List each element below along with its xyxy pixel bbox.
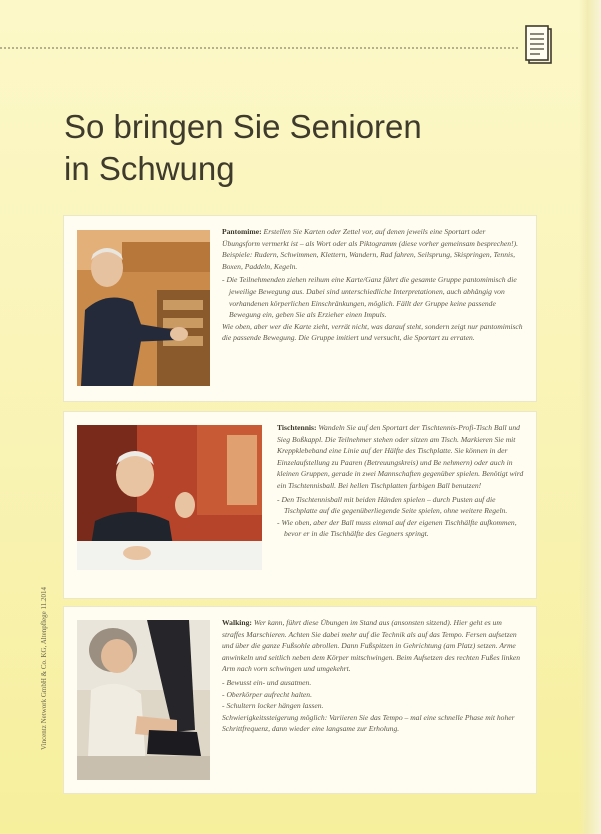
photo-walking <box>77 620 210 780</box>
photo-tischtennis <box>77 425 262 570</box>
page-edge <box>579 0 601 834</box>
section-text-tischtennis <box>277 422 524 540</box>
list-item: - Schultern locker hängen lassen. <box>222 700 524 712</box>
card-walking <box>64 607 536 793</box>
section-intro <box>222 226 524 272</box>
section-outro: Wie oben, aber wer die Karte zieht, verrät nicht, was darauf steht, sondern zeigt nur pantomimisch die passende Bewegung. Die Gruppe imitiert und versucht, die Sportart zu erraten. <box>222 321 523 343</box>
section-list <box>277 494 524 540</box>
section-list <box>222 677 524 712</box>
section-lead: Walking: <box>222 618 252 627</box>
section-lead: Pantomime: <box>222 227 262 236</box>
page-title-line-1: So bringen Sie Senioren <box>64 108 422 145</box>
list-item: - Bewusst ein- und ausatmen. <box>222 677 524 689</box>
section-intro <box>277 422 524 492</box>
side-credit: Vincentz Network GmbH & Co. KG, Altenpflege 11.2014 <box>40 586 48 750</box>
section-text-walking <box>222 617 524 737</box>
card-tischtennis <box>64 412 536 598</box>
list-item: - Den Tischtennisball mit beiden Händen spielen – durch Pusten auf die Tischplatte auf die gegenüberliegende Seite spielen, ohne weitere Regeln. <box>277 494 524 517</box>
header-dotted-rule <box>0 47 518 49</box>
section-outro: Schwierigkeitssteigerung möglich: Variieren Sie das Tempo – mal eine schnelle Phase mit hoher Schrittfrequenz, dann wieder eine langsame zur Erholung. <box>222 712 515 734</box>
section-intro-text: Erstellen Sie Karten oder Zettel vor, auf denen jeweils eine Sportart oder Übungsform vermerkt ist – als Wort oder als Piktogramm (diese vorher gemeinsam besprechen!). Beispiele: Rudern, Schwimmen, Klettern, Wandern, Rad fahren, Seilsprung, Skispringen, Tennis, Boxen, Paddeln, Kegeln. <box>222 227 519 271</box>
section-list <box>222 274 524 320</box>
document-icon <box>524 23 554 69</box>
section-lead: Tischtennis: <box>277 423 317 432</box>
list-item: - Oberkörper aufrecht halten. <box>222 689 524 701</box>
section-intro <box>222 617 524 675</box>
section-intro-text: Wer kann, führt diese Übungen im Stand aus (ansonsten sitzend). Hier geht es um straffes Marschieren. Achten Sie dabei mehr auf die Technik als auf das Tempo. Fersen aufsetzen und über die ganze Fußsohle abrollen. Dann Fußspitzen in Gehrichtung (am Platz) setzen. Arme anwinkeln und seitlich neben dem Körper mitschwingen. Beim Aufsetzen des rechten Fußes linken Arm nach vorn schwingen und umgekehrt. <box>222 618 520 674</box>
list-item: - Wie oben, aber der Ball muss einmal auf der eigenen Tischhälfte aufkommen, bevor er in die Tischhälfte des Gegners springt. <box>277 517 524 540</box>
page-title <box>64 106 484 190</box>
list-item: - Die Teilnehmenden ziehen reihum eine Karte/Ganz fährt die gesamte Gruppe pantomimisch die jeweilige Bewegung aus. Dabei sind unterschiedliche Interpretationen, auch abhängig von vorhandenen körperlichen Einschränkungen, möglich. Fällt der Gruppe keine passende Bewegung ein, geben Sie als Erzieher einen Impuls. <box>222 274 524 320</box>
card-pantomime <box>64 216 536 401</box>
page-title-line-2: in Schwung <box>64 150 235 187</box>
section-intro-text: Wandeln Sie auf den Sportart der Tischtennis-Profi-Tisch Ball und Sieg Boßkappl. Die Teilnehmer stehen oder sitzen am Tisch. Markieren Sie mit Kreppklebeband eine Linie auf der Hälfte des Tischplatte. Sie können in der Einzelaufstellung zu Paaren (Betreuungskreis) und Be nehmern) oder auch in kleinen Gruppen, gerade in zwei Mannschaften gegenüber spielen. Benötigt wird ein Tischtennisball. Bei hellen Tischplatten farbigen Ball benutzen! <box>277 423 524 490</box>
photo-pantomime <box>77 230 210 386</box>
section-text-pantomime <box>222 226 524 346</box>
